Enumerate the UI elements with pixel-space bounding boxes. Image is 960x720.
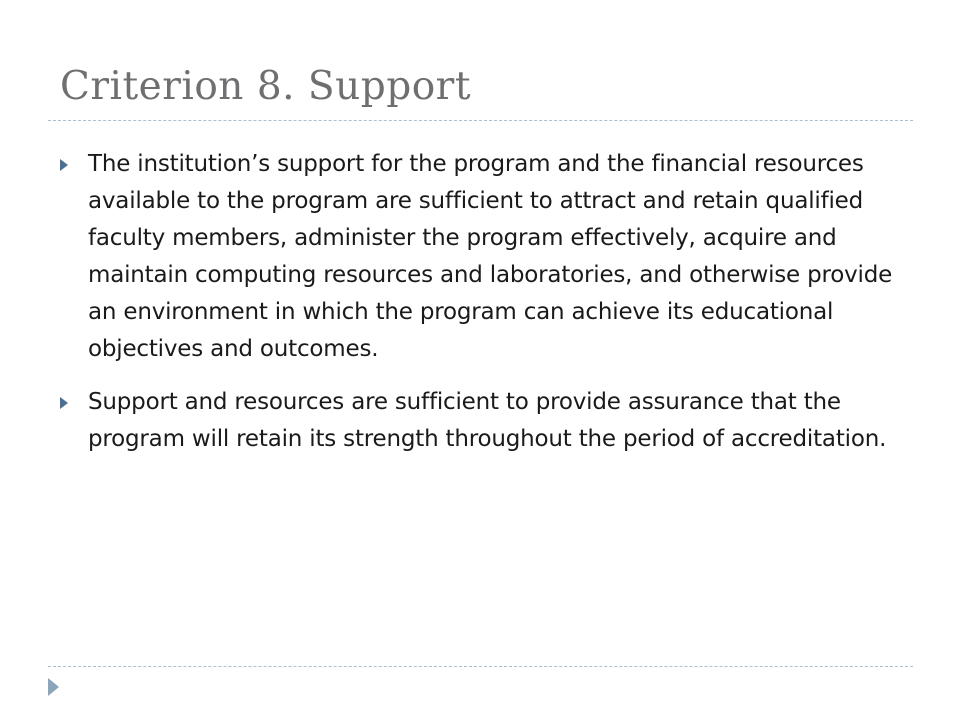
- bullet-item: [60, 146, 920, 368]
- slide-title: Criterion 8. Support: [60, 64, 471, 109]
- triangle-corner-icon: [48, 678, 59, 696]
- bullet-list: [60, 146, 920, 474]
- bullet-item: [60, 384, 920, 458]
- bullet-text: Support and resources are sufficient to provide assurance that the program will retain its strength throughout the period of accreditation.: [88, 389, 887, 452]
- triangle-bullet-icon: [60, 159, 68, 171]
- title-divider: [48, 120, 913, 121]
- bullet-text: The institution’s support for the program and the financial resources available to the program are sufficient to attract and retain qualified faculty members, administer the program effectively, acquire and maintain computing resources and laboratories, and otherwise provide an environment in which the program can achieve its educational objectives and outcomes.: [88, 151, 893, 362]
- footer-divider: [48, 666, 913, 667]
- triangle-bullet-icon: [60, 397, 68, 409]
